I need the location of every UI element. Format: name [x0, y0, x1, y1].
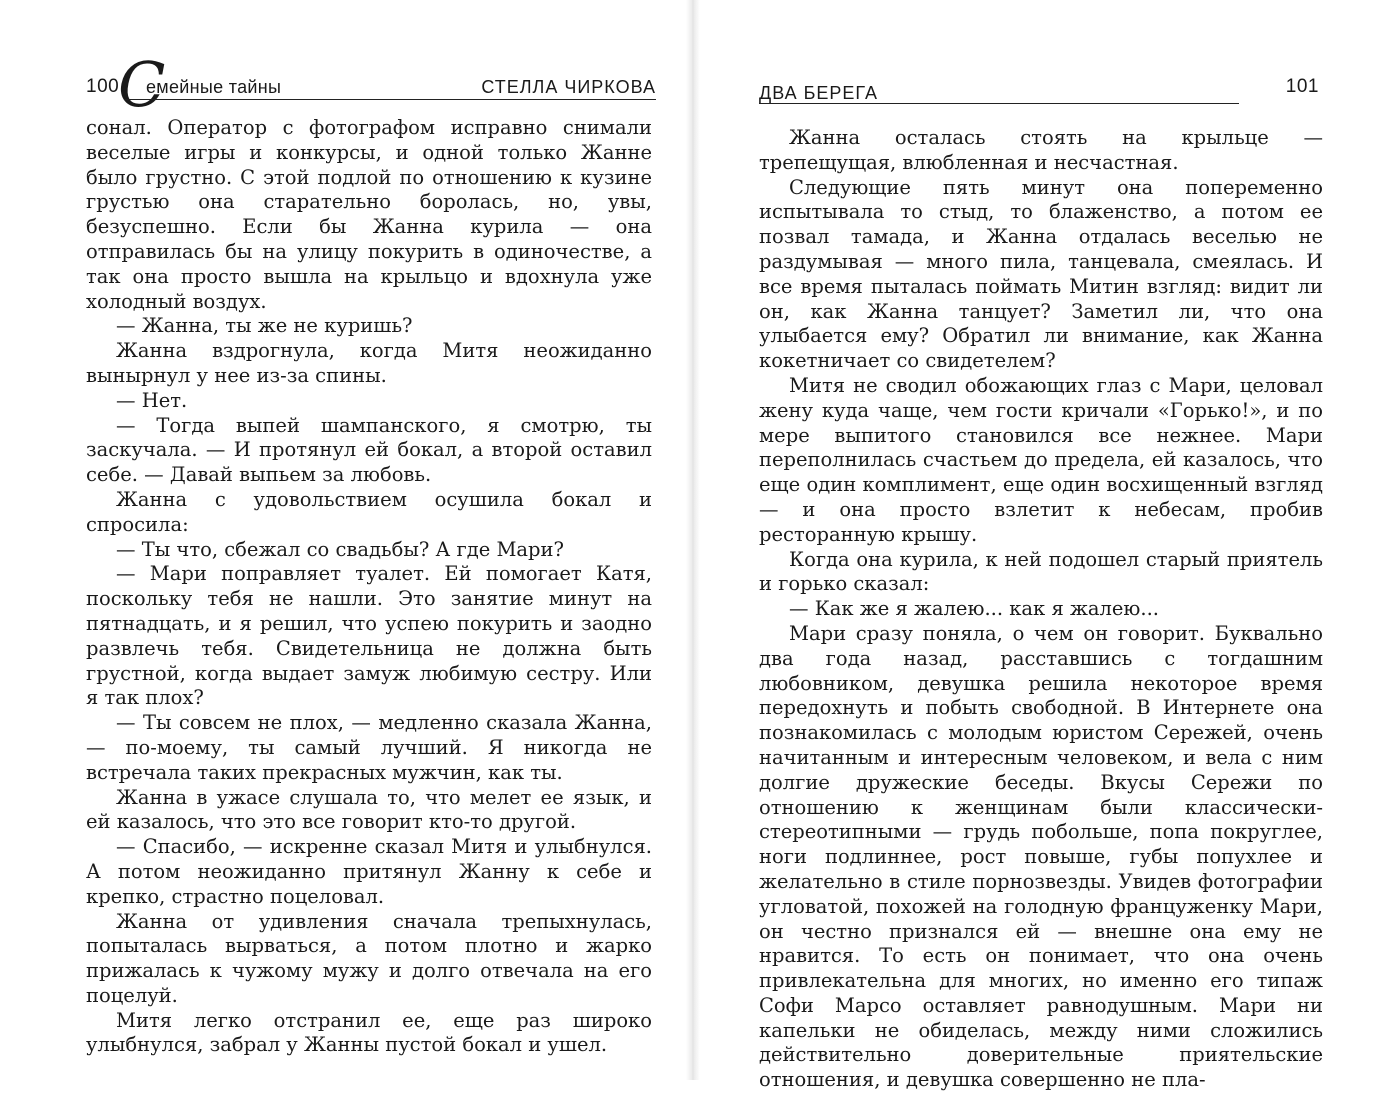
paragraph: Жанна в ужасе слушала то, что мелет ее язык, и ей казалось, что это все говорит кто-то другой. [86, 785, 652, 834]
paragraph: — Спасибо, — искренне сказал Митя и улыбнулся. А потом неожиданно притянул Жанну к себе и крепко, страстно поцеловал. [86, 835, 652, 908]
left-page-text [86, 116, 652, 1058]
right-page-header [759, 60, 1319, 104]
series-logo-letter: С [118, 48, 166, 121]
paragraph: — Ты что, сбежал со свадьбы? А где Мари? [116, 537, 564, 561]
header-rule [124, 99, 656, 100]
paragraph: — Нет. [116, 388, 188, 412]
paragraph: — Тогда выпей шампанского, я смотрю, ты заскучала. — И протянул ей бокал, а второй оставил себе. — Давай выпьем за любовь. [86, 413, 652, 487]
paragraph: Мари сразу поняла, о чем он говорит. Буквально два года назад, расставшись с тогдашним любовником, девушка решила некоторое время передохнуть и побыть свободной. В Интернете она познакомилась с молодым юристом Сережей, очень начитанным и интересным человеком, и вела с ним долгие дружеские беседы. Вкусы Сережи по отношению к женщинам были классически-стереотипными — грудь побольше, попа покруглее, ноги подлиннее, рост повыше, губы попухлее и желательно в стиле порнозвезды. Увидев фотографии угловатой, похожей на голодную француженку Мари, он честно признался ей — внешне она ему не нравится. То есть он понимает, что она очень привлекательна для многих, но именно его типаж Софи Марсо оставляет равнодушным. Мари ни капельки не обиделась, между ними сложились действительно доверительные приятельские отношения, и девушка совершенно не пла- [759, 621, 1323, 1092]
paragraph: — Как же я жалею... как я жалею... [789, 597, 1160, 621]
paragraph: Жанна от удивления сначала трепыхнулась, попыталась вырваться, а потом плотно и жарко прижалась к чужому мужу и долго отвечала на его поцелуй. [86, 909, 652, 1007]
left-page [0, 0, 693, 1080]
page-number: 100 [86, 76, 120, 97]
paragraph: Следующие пять минут она попеременно испытывала то стыд, то блаженство, а потом ее позвал тамада, и Жанна отдалась веселью не раздумывая — много пила, танцевала, смеялась. И все время пыталась поймать Митин взгляд: видит ли он, как Жанна танцует? Заметил ли, что она улыбается ему? Обратил ли внимание, как Жанна кокетничает со свидетелем? [759, 175, 1323, 373]
paragraph: Митя легко отстранил ее, еще раз широко улыбнулся, забрал у Жанны пустой бокал и ушел. [86, 1008, 652, 1057]
paragraph: Митя не сводил обожающих глаз с Мари, целовал жену куда чаще, чем гости кричали «Горько!», и по мере выпитого становился все нежнее. Мари переполнилась счастьем до предела, ей казалось, что еще один комплимент, еще один восхищенный взгляд — и она просто взлетит к небесам, пробив ресторанную крышу. [759, 373, 1323, 546]
series-title: емейные тайны [146, 77, 282, 97]
paragraph: сонал. Оператор с фотографом исправно снимали веселые игры и конкурсы, и одной только Жанне было грустно. С этой подлой по отношению к кузине грустью она старательно боролась, но, увы, безуспешно. Если бы Жанна курила — она отправилась бы на улицу покурить в одиночестве, а так она просто вышла на крыльцо и вдохнула уже холодный воздух. [86, 116, 652, 313]
paragraph: Жанна с удовольствием осушила бокал и спросила: [86, 487, 652, 536]
right-page-text [759, 126, 1323, 1093]
paragraph: — Ты совсем не плох, — медленно сказала Жанна, — по-моему, ты самый лучший. Я никогда не встречала таких прекрасных мужчин, как ты. [86, 711, 652, 784]
paragraph: — Мари поправляет туалет. Ей помогает Катя, поскольку тебя не нашли. Это занятие минут на пятнадцать, и я решил, что успею покурить и заодно развлечь тебя. Свидетельница не должна быть грустной, когда выдает замуж любимую сестру. Или я так плох? [86, 562, 652, 710]
paragraph: Жанна осталась стоять на крыльце — трепещущая, влюбленная и несчастная. [759, 126, 1323, 174]
paragraph: Когда она курила, к ней подошел старый приятель и горько сказал: [759, 547, 1323, 596]
left-page-header [86, 48, 656, 121]
chapter-title: ДВА БЕРЕГА [759, 83, 878, 103]
author-name: СТЕЛЛА ЧИРКОВА [481, 77, 656, 97]
paragraph: — Жанна, ты же не куришь? [116, 314, 413, 338]
right-page [693, 0, 1387, 1092]
header-rule [759, 103, 1239, 104]
page-number: 101 [1285, 76, 1319, 97]
paragraph: Жанна вздрогнула, когда Митя неожиданно вынырнул у нее из-за спины. [86, 339, 652, 387]
